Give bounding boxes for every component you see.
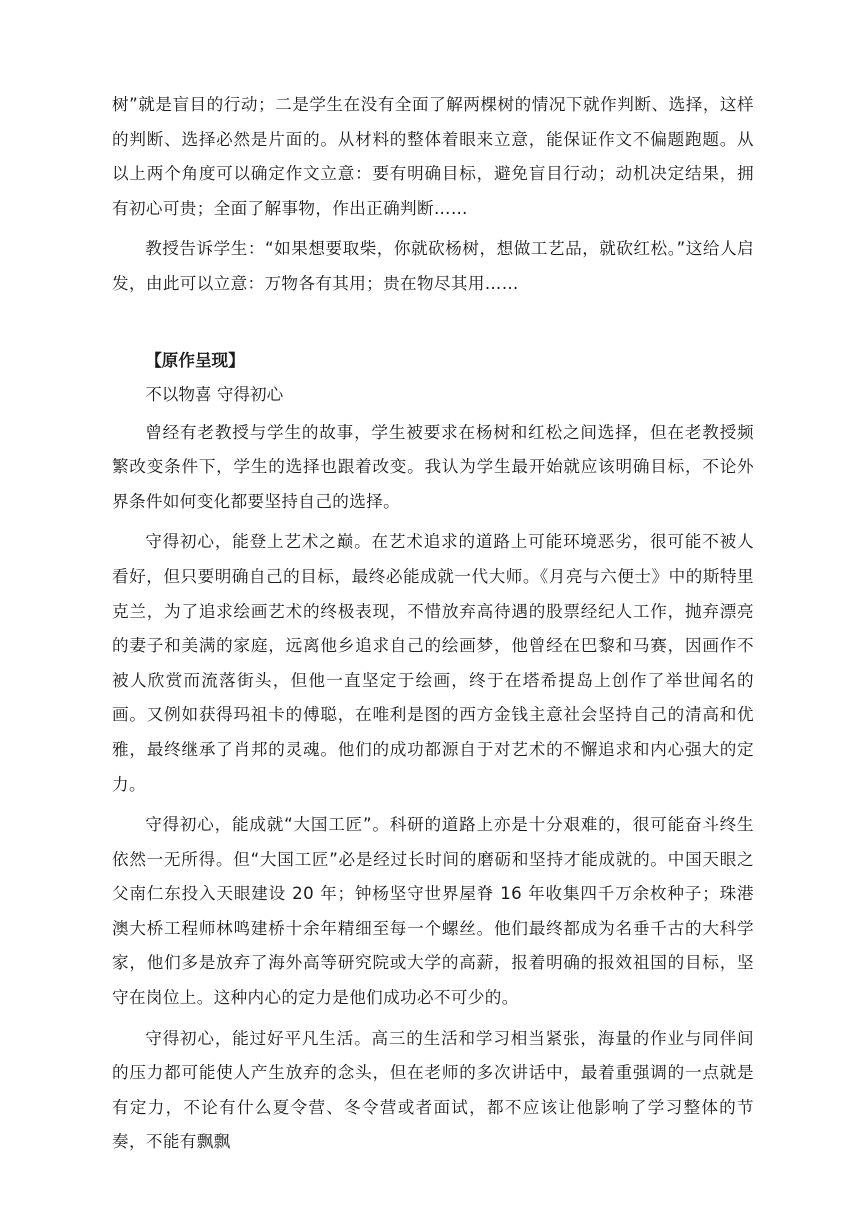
document-body [112,88,754,1166]
intro-paragraph-2: 教授告诉学生：“如果想要取柴，你就砍杨树，想做工艺品，就砍红松。”这给人启发，由此可以立意：万物各有其用；贵在物尽其用…… [112,239,754,293]
intro-paragraph-1: 树”就是盲目的行动；二是学生在没有全面了解两棵树的情况下就作判断、选择，这样的判断、选择必然是片面的。从材料的整体着眼来立意，能保证作文不偏题跑题。从以上两个角度可以确定作文立意：要有明确目标，避免盲目行动；动机决定结果，拥有初心可贵；全面了解事物，作出正确判断…… [112,95,754,218]
essay-paragraph-4: 守得初心，能过好平凡生活。高三的生活和学习相当紧张，海量的作业与同伴间的压力都可能使人产生放弃的念头，但在老师的多次讲话中，最着重强调的一点就是有定力，不论有什么夏令营、冬令营或者面试，都不应该让他影响了学习整体的节奏，不能有飘飘 [112,1028,754,1152]
essay-paragraph-2: 守得初心，能登上艺术之巅。在艺术追求的道路上可能环境恶劣，很可能不被人看好，但只要明确自己的目标，最终必能成就一代大师。《月亮与六便士》中的斯特里克兰，为了追求绘画艺术的终极表现，不惜放弃高待遇的股票经纪人工作，抛弃漂亮的妻子和美满的家庭，远离他乡追求自己的绘画梦，他曾经在巴黎和马赛，因画作不被人欣赏而流落街头，但他一直坚定于绘画，终于在塔希提岛上创作了举世闻名的画。又例如获得玛祖卡的傅聪，在唯利是图的西方金钱主意社会坚持自己的清高和优雅，最终继承了肖邦的灵魂。他们的成功都源自于对艺术的不懈追求和内心强大的定力。 [112,532,754,794]
essay-title: 不以物喜 守得初心 [145,384,284,404]
essay-paragraph-1: 曾经有老教授与学生的故事，学生被要求在杨树和红松之间选择，但在老教授频繁改变条件下，学生的选择也跟着改变。我认为学生最开始就应该明确目标，不论外界条件如何变化都要坚持自己的选择。 [112,422,754,511]
essay-paragraph-3: 守得初心，能成就“大国工匠”。科研的道路上亦是十分艰难的，很可能奋斗终生依然一无所得。但“大国工匠”必是经过长时间的磨砺和坚持才能成就的。中国天眼之父南仁东投入天眼建设 20 年；钟杨坚守世界屋脊 16 年收集四千万余枚种子；珠港澳大桥工程师林鸣建桥十余年精细至每一个螺丝。他们最终都成为名垂千古的大科学家，他们多是放弃了海外高等研究院或大学的高薪，报着明确的报效祖国的目标，坚守在岗位上。这种内心的定力是他们成功必不可少的。 [112,815,754,1008]
section-heading: 【原作呈现】 [145,350,245,370]
